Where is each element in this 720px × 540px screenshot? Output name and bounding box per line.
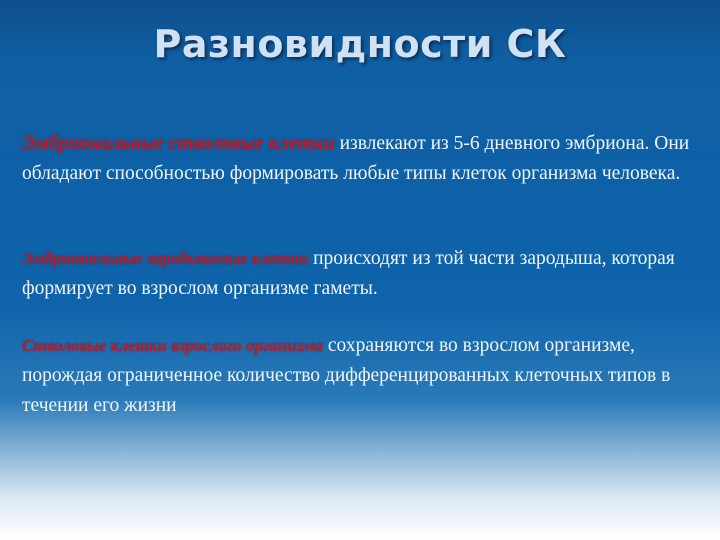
paragraph-text: сохраняются во взрослом организме, порождая ограниченное количество дифференцированных клеточных типов в течении его жизни [22, 335, 671, 416]
term-embryonic-germ-cells: Эмбриональные зародышевые клетки [22, 249, 309, 268]
paragraph-text: происходят из той части зародыша, которая формирует во взрослом организме гаметы. [22, 248, 675, 299]
paragraph-adult-stem-cells [22, 331, 702, 421]
term-embryonic-stem-cells: Эмбриональные стволовые клетки [22, 132, 335, 154]
term-adult-stem-cells: Стволовые клетки взрослого организма [22, 336, 324, 355]
paragraph-text: извлекают из 5-6 дневного эмбриона. Они обладают способностью формировать любые типы клеток организма человека. [22, 133, 690, 184]
paragraph-embryonic-stem-cells [22, 128, 702, 189]
paragraph-embryonic-germ-cells [22, 244, 702, 304]
slide-title: Разновидности СК [153, 22, 567, 66]
